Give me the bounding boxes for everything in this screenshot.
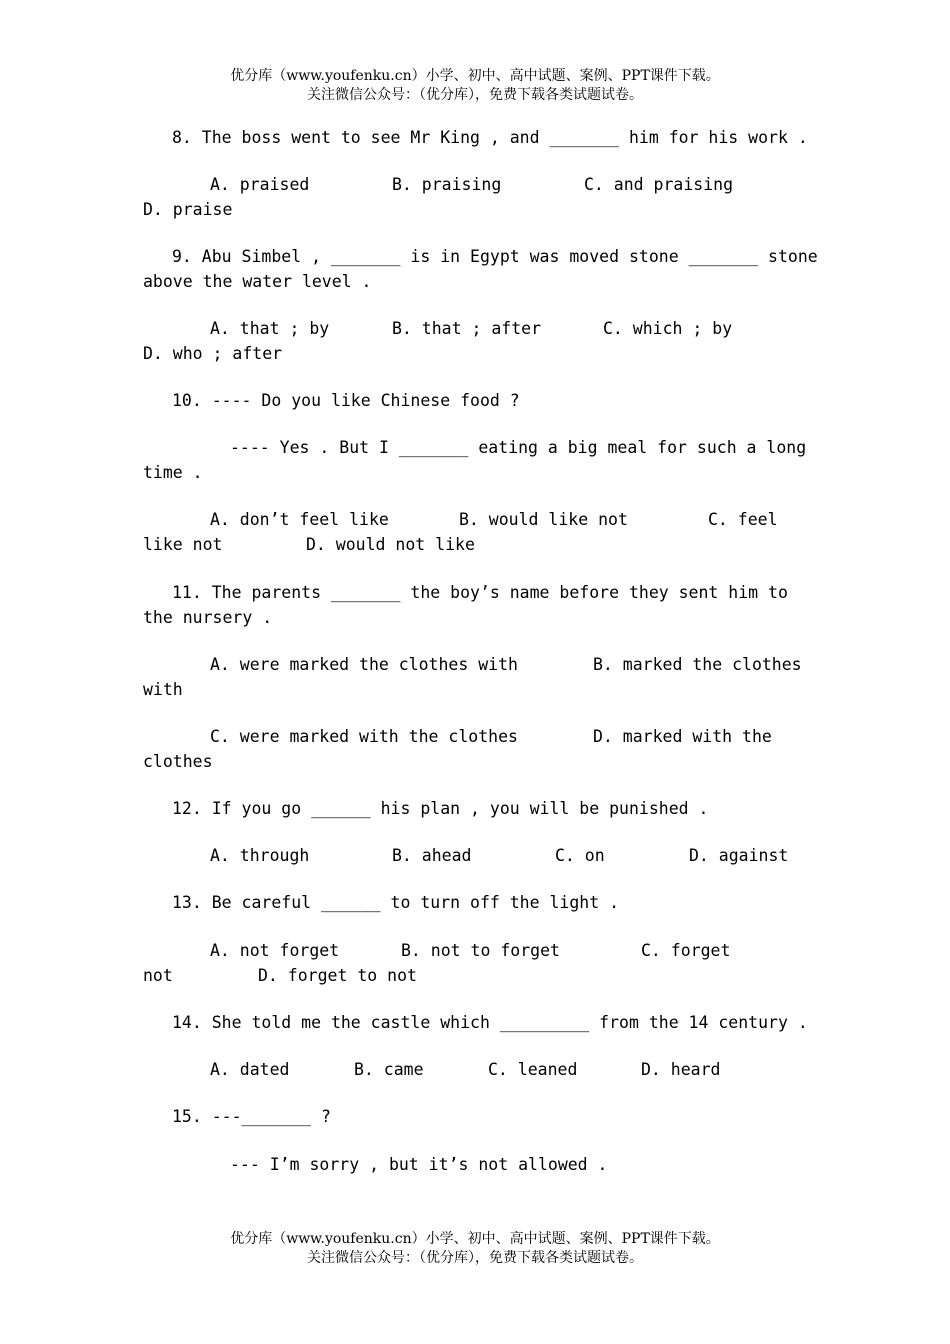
q13-stem: 13. Be careful ______ to turn off the light . bbox=[172, 893, 620, 912]
q12-option-a: A. through bbox=[210, 846, 310, 865]
header-line-1: 优分库（www.youfenku.cn）小学、初中、高中试题、案例、PPT课件下载。 bbox=[230, 68, 720, 84]
q11-option-a: A. were marked the clothes with bbox=[210, 655, 518, 674]
q8-stem: 8. The boss went to see Mr King , and _______ him for his work . bbox=[172, 128, 808, 147]
q13-option-c-line-1: C. forget bbox=[641, 941, 731, 960]
q11-stem-line-1: 11. The parents _______ the boy’s name before they sent him to bbox=[172, 583, 788, 602]
q14-stem: 14. She told me the castle which _________ from the 14 century . bbox=[172, 1013, 808, 1032]
q10-option-a: A. don’t feel like bbox=[210, 510, 389, 529]
q13-option-d: D. forget to not bbox=[258, 966, 417, 985]
q11-stem-line-2: the nursery . bbox=[143, 608, 273, 627]
q9-stem-line-1: 9. Abu Simbel , _______ is in Egypt was moved stone _______ stone bbox=[172, 247, 818, 266]
header-line-2: 关注微信公众号：（优分库），免费下载各类试题试卷。 bbox=[307, 87, 643, 103]
q9-option-c: C. which ; by bbox=[603, 319, 733, 338]
q11-option-b-line-1: B. marked the clothes bbox=[593, 655, 802, 674]
q11-option-c: C. were marked with the clothes bbox=[210, 727, 518, 746]
q13-option-b: B. not to forget bbox=[401, 941, 560, 960]
q10-reply-line-2: time . bbox=[143, 463, 203, 482]
q13-option-c-line-2: not bbox=[143, 966, 173, 985]
q9-option-d: D. who ; after bbox=[143, 344, 283, 363]
q14-option-a: A. dated bbox=[210, 1060, 290, 1079]
page-footer bbox=[0, 1230, 950, 1268]
q15-stem: 15. ---_______ ? bbox=[172, 1107, 331, 1126]
q10-option-c-line-1: C. feel bbox=[708, 510, 778, 529]
q14-option-c: C. leaned bbox=[488, 1060, 578, 1079]
page-header bbox=[0, 67, 950, 105]
q14-option-d: D. heard bbox=[641, 1060, 721, 1079]
q15-reply: --- I’m sorry , but it’s not allowed . bbox=[230, 1155, 608, 1174]
footer-line-2: 关注微信公众号：（优分库），免费下载各类试题试卷。 bbox=[307, 1250, 643, 1266]
q10-option-d: D. would not like bbox=[306, 535, 475, 554]
q9-option-a: A. that ; by bbox=[210, 319, 330, 338]
q11-option-d-line-1: D. marked with the bbox=[593, 727, 772, 746]
q9-option-b: B. that ; after bbox=[392, 319, 542, 338]
q12-option-c: C. on bbox=[555, 846, 605, 865]
q8-option-b: B. praising bbox=[392, 175, 502, 194]
q10-reply-line-1: ---- Yes . But I _______ eating a big meal for such a long bbox=[230, 438, 807, 457]
q11-option-d-line-2: clothes bbox=[143, 752, 213, 771]
q12-option-b: B. ahead bbox=[392, 846, 472, 865]
q8-option-c: C. and praising bbox=[584, 175, 734, 194]
q9-stem-line-2: above the water level . bbox=[143, 272, 372, 291]
q14-option-b: B. came bbox=[354, 1060, 424, 1079]
q10-option-c-line-2: like not bbox=[143, 535, 223, 554]
q12-option-d: D. against bbox=[689, 846, 789, 865]
q10-option-b: B. would like not bbox=[459, 510, 628, 529]
q8-option-d: D. praise bbox=[143, 200, 233, 219]
q10-stem: 10. ---- Do you like Chinese food ? bbox=[172, 391, 520, 410]
footer-line-1: 优分库（www.youfenku.cn）小学、初中、高中试题、案例、PPT课件下载。 bbox=[230, 1231, 720, 1247]
q13-option-a: A. not forget bbox=[210, 941, 340, 960]
q12-stem: 12. If you go ______ his plan , you will be punished . bbox=[172, 799, 709, 818]
q11-option-b-line-2: with bbox=[143, 680, 183, 699]
q8-option-a: A. praised bbox=[210, 175, 310, 194]
